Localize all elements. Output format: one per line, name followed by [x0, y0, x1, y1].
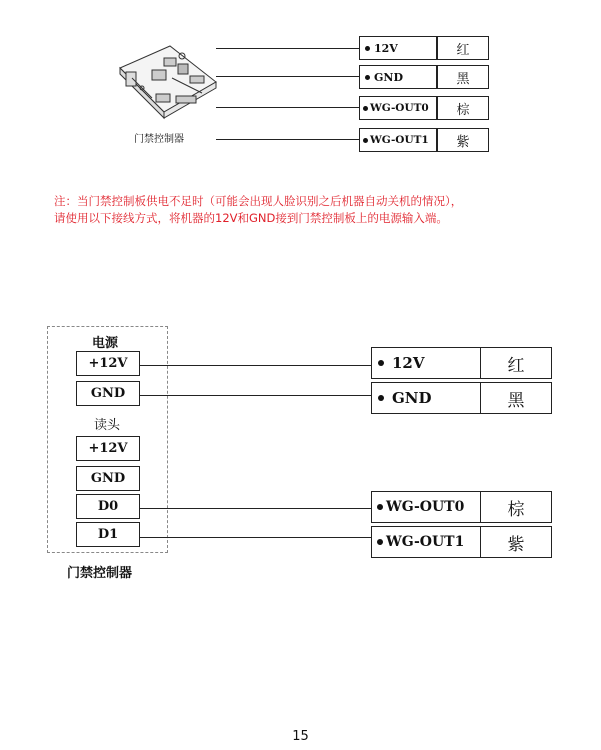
page-number: 15 [292, 729, 309, 744]
pin-reader-gnd: GND [76, 466, 140, 491]
top-terminal-wg-out1: WG-OUT1 [359, 128, 437, 152]
bottom-color-gnd: 黑 [480, 382, 552, 414]
note-line-2: 请使用以下接线方式，将机器的12V和GND接到门禁控制板上的电源输入端。 [54, 211, 448, 225]
top-terminal-12v: 12V [359, 36, 437, 60]
controller-label: 门禁控制器 [67, 566, 133, 581]
bottom-terminal-wg-out0: WG-OUT0 [371, 491, 481, 523]
top-color-wg-out1: 紫 [437, 128, 489, 152]
top-color-gnd: 黑 [437, 65, 489, 89]
pin-reader-12v: +12V [76, 436, 140, 461]
reader-section-title: 读头 [94, 418, 121, 433]
bullet-icon [365, 75, 370, 80]
bottom-color-wg-out0: 棕 [480, 491, 552, 523]
bottom-terminal-gnd: GND [371, 382, 481, 414]
bottom-terminal-wg-out1: WG-OUT1 [371, 526, 481, 558]
bullet-icon [363, 138, 368, 143]
top-wire-wg-out0 [216, 107, 360, 108]
pin-d0: D0 [76, 494, 140, 519]
controller-board-illustration [112, 38, 222, 120]
bottom-wire-d0 [140, 508, 372, 509]
bullet-icon [363, 106, 368, 111]
pin-power-12v: +12V [76, 351, 140, 376]
power-note [54, 193, 574, 227]
top-wire-gnd [216, 76, 360, 77]
bottom-color-12v: 红 [480, 347, 552, 379]
power-section-title: 电源 [92, 336, 119, 351]
top-wire-wg-out1 [216, 139, 360, 140]
bottom-wire-gnd [140, 395, 372, 396]
top-color-wg-out0: 棕 [437, 96, 489, 120]
bullet-icon [377, 504, 383, 510]
bottom-terminal-12v: 12V [371, 347, 481, 379]
board-label: 门禁控制器 [134, 134, 184, 145]
top-wire-12v [216, 48, 360, 49]
bullet-icon [377, 539, 383, 545]
bullet-icon [378, 360, 384, 366]
pin-d1: D1 [76, 522, 140, 547]
top-terminal-wg-out0: WG-OUT0 [359, 96, 437, 120]
top-color-12v: 红 [437, 36, 489, 60]
top-terminal-gnd: GND [359, 65, 437, 89]
pin-power-gnd: GND [76, 381, 140, 406]
note-line-1: 注：当门禁控制板供电不足时（可能会出现人脸识别之后机器自动关机的情况）， [54, 194, 463, 208]
bottom-color-wg-out1: 紫 [480, 526, 552, 558]
bullet-icon [378, 395, 384, 401]
bottom-wire-d1 [140, 537, 372, 538]
bullet-icon [365, 46, 370, 51]
bottom-wire-12v [140, 365, 372, 366]
